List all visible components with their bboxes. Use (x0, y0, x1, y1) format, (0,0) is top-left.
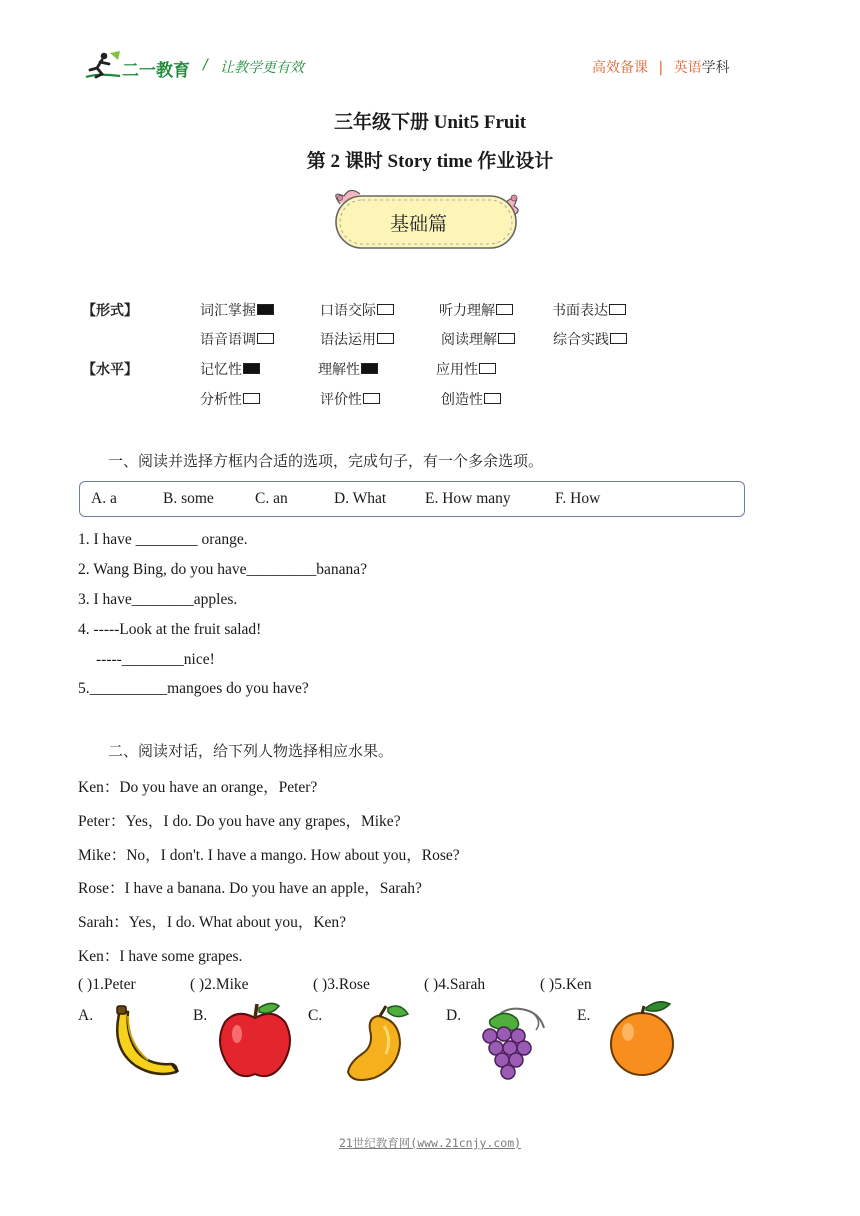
badge-label: 基础篇 (390, 213, 448, 235)
level-understanding (318, 359, 378, 379)
checkbox (484, 393, 501, 404)
answer-ken: ( )5.Ken (540, 976, 592, 993)
meta-label: 语音语调 (200, 332, 256, 348)
question-1: 1. I have ________ orange. (78, 531, 248, 548)
question-4: 4. -----Look at the fruit salad! (78, 621, 262, 638)
form-grammar (320, 329, 394, 349)
checkbox (361, 363, 378, 374)
choice-letter-b: B. (193, 1007, 208, 1024)
form-label: 【形式】 (82, 303, 138, 319)
dialogue-line: Sarah：Yes，I do. What about you，Ken? (78, 914, 347, 931)
header-slogan: 让教学更有效 (220, 60, 304, 76)
meta-label: 词汇掌握 (200, 303, 256, 319)
choice-letter-c: C. (308, 1007, 323, 1024)
form-reading (441, 329, 515, 349)
checkbox (498, 333, 515, 344)
form-listening (439, 300, 513, 320)
header-right-b1: 英语 (673, 60, 702, 76)
meta-label: 理解性 (318, 362, 360, 378)
checkbox (609, 304, 626, 315)
form-practice (553, 329, 627, 349)
page-title: 三年级下册 Unit5 Fruit (333, 112, 527, 133)
question-4-reply: -----________nice! (96, 651, 215, 668)
banana-icon (106, 1004, 182, 1080)
checkbox (257, 333, 274, 344)
choice-letter-d: D. (446, 1007, 462, 1024)
dialogue-line: Rose：I have a banana. Do you have an apple，Sarah? (78, 880, 422, 897)
footer-link[interactable]: 21世纪教育网(www.21cnjy.com) (338, 1136, 522, 1150)
level-analysis (200, 389, 260, 409)
checkbox (257, 304, 274, 315)
level-application (436, 359, 496, 379)
meta-label: 阅读理解 (441, 332, 497, 348)
form-vocab (200, 300, 274, 320)
meta-label: 分析性 (200, 392, 242, 408)
header-right-b2: 学科 (701, 60, 730, 76)
meta-label: 评价性 (320, 392, 362, 408)
dialogue-line: Ken：Do you have an orange，Peter? (78, 779, 318, 796)
meta-label: 创造性 (441, 392, 483, 408)
checkbox (243, 393, 260, 404)
form-phonetics (200, 329, 274, 349)
meta-label: 应用性 (436, 362, 478, 378)
option-a: A. a (91, 490, 117, 507)
meta-label: 听力理解 (439, 303, 495, 319)
option-b: B. some (163, 490, 214, 507)
level-creation (441, 389, 501, 409)
option-d: D. What (334, 490, 387, 507)
section1-heading: 一、阅读并选择方框内合适的选项，完成句子，有一个多余选项。 (108, 452, 544, 470)
meta-label: 书面表达 (552, 303, 608, 319)
meta-label: 口语交际 (320, 303, 376, 319)
question-3: 3. I have________apples. (78, 591, 238, 608)
level-memory (200, 359, 260, 379)
form-writing (552, 300, 626, 320)
section2-heading: 二、阅读对话，给下列人物选择相应水果。 (108, 742, 394, 760)
dialogue-line: Mike：No，I don't. I have a mango. How about you，Rose? (78, 847, 460, 864)
meta-label: 综合实践 (553, 332, 609, 348)
checkbox (377, 333, 394, 344)
logo-text: 二一教育 (122, 61, 190, 81)
level-label: 【水平】 (82, 362, 138, 378)
meta-label: 语法运用 (320, 332, 376, 348)
checkbox (496, 304, 513, 315)
dialogue-line: Ken：I have some grapes. (78, 948, 243, 965)
answer-mike: ( )2.Mike (190, 976, 249, 993)
checkbox (243, 363, 260, 374)
checkbox (610, 333, 627, 344)
dialogue-line: Peter：Yes，I do. Do you have any grapes，Mike? (78, 813, 401, 830)
checkbox (479, 363, 496, 374)
checkbox (363, 393, 380, 404)
form-speaking (320, 300, 394, 320)
mango-icon (340, 1002, 412, 1084)
header-right-a: 高效备课 (592, 60, 648, 76)
choice-letter-a: A. (78, 1007, 94, 1024)
option-c: C. an (255, 490, 288, 507)
orange-icon (606, 998, 678, 1080)
grapes-icon (470, 1004, 550, 1082)
header-subject (592, 57, 730, 77)
question-2: 2. Wang Bing, do you have_________banana? (78, 561, 368, 578)
choice-letter-e: E. (577, 1007, 591, 1024)
header-right-sep: | (658, 60, 664, 76)
header-separator: / (203, 57, 208, 73)
logo-runner-icon (82, 50, 124, 80)
meta-label: 记忆性 (200, 362, 242, 378)
level-evaluation (320, 389, 380, 409)
option-e: E. How many (425, 490, 511, 507)
answer-sarah: ( )4.Sarah (424, 976, 486, 993)
checkbox (377, 304, 394, 315)
apple-icon (215, 1000, 295, 1082)
answer-rose: ( )3.Rose (313, 976, 370, 993)
question-5: 5.__________mangoes do you have? (78, 680, 309, 697)
page-subtitle: 第 2 课时 Story time 作业设计 (306, 151, 554, 172)
answer-peter: ( )1.Peter (78, 976, 136, 993)
option-f: F. How (555, 490, 601, 507)
